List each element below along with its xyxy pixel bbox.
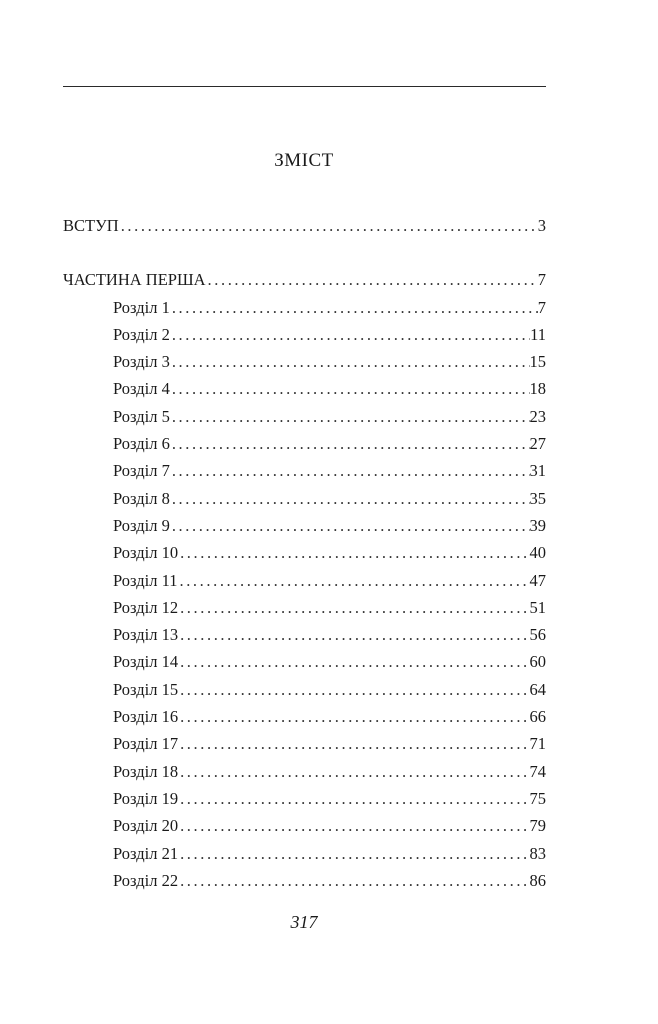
toc-entry-label: Розділ 21 [113,843,179,863]
toc-entry [63,212,546,239]
toc-entry-page: 7 [537,297,546,317]
toc-dot-leader [170,430,530,457]
toc-dot-leader [178,812,529,839]
toc-dot-leader [178,648,529,675]
toc-entry [63,785,546,812]
toc-dot-leader [170,375,530,402]
toc-entry-label: Розділ 19 [113,788,179,808]
toc-entry [63,348,546,375]
page-number: 317 [290,912,318,932]
toc-entry-page: 40 [529,543,546,563]
toc-entry-page: 86 [529,870,546,890]
toc-dot-leader [170,348,530,375]
toc-entry-label: Розділ 17 [113,734,179,754]
toc-dot-leader [178,840,529,867]
toc-entry [63,294,546,321]
toc-entry [63,430,546,457]
toc-entry-page: 39 [529,515,546,535]
toc-entry-page: 35 [529,488,546,508]
toc-entry-page: 23 [529,406,546,426]
toc-entry-page: 79 [529,816,546,836]
header-rule [63,86,546,87]
toc-entry [63,403,546,430]
toc-entry [63,512,546,539]
toc-entry-label: Розділ 6 [113,434,170,454]
toc-dot-leader [178,676,529,703]
toc-entry [63,321,546,348]
toc-entry-page: 51 [529,597,546,617]
toc-entry-page: 18 [529,379,546,399]
toc-entry-page: 66 [529,707,546,727]
toc-dot-leader [178,621,529,648]
toc-dot-leader [170,403,530,430]
toc-entry [63,266,546,293]
toc-entry [63,703,546,730]
toc-entry-label: Розділ 9 [113,515,170,535]
toc-dot-leader [170,512,530,539]
toc-entry-page: 56 [529,625,546,645]
toc-entry-page: 75 [529,788,546,808]
toc-dot-leader [178,785,529,812]
toc-dot-leader [178,594,529,621]
toc-dot-leader [206,266,538,293]
toc-dot-leader [177,567,529,594]
toc-entry-page: 60 [529,652,546,672]
toc-dot-leader [119,212,538,239]
toc-dot-leader [178,730,529,757]
toc-entry-label: Розділ 10 [113,543,179,563]
toc-dot-leader [170,321,530,348]
toc-entry-page: 11 [530,324,546,344]
toc-entry [63,840,546,867]
toc-entry [63,730,546,757]
toc-entry-label: Розділ 12 [113,597,179,617]
toc-entry [63,758,546,785]
toc-entry-label: Розділ 7 [113,461,170,481]
toc-entry [63,621,546,648]
toc-entry-page: 15 [529,352,546,372]
toc-dot-leader [178,867,529,894]
toc-dot-leader [178,758,529,785]
toc-entry [63,567,546,594]
page-title: ЗМІСТ [274,150,334,171]
toc-dot-leader [170,457,530,484]
toc-entry-label: Розділ 14 [113,652,179,672]
toc-entry-label: Розділ 11 [113,570,178,590]
toc-entry-label: Розділ 13 [113,625,179,645]
toc-entry-label: Розділ 1 [113,297,170,317]
toc-entry [63,375,546,402]
toc-entry-label: Розділ 22 [113,870,179,890]
toc-entry-label: Розділ 4 [113,379,170,399]
toc-entry-label: ЧАСТИНА ПЕРША [63,270,206,290]
toc-entry-page: 83 [529,843,546,863]
table-of-contents [63,212,546,894]
toc-entry [63,594,546,621]
toc-entry-page: 47 [529,570,546,590]
toc-entry [63,457,546,484]
toc-entry-label: Розділ 2 [113,324,170,344]
toc-entry [63,485,546,512]
toc-entry [63,867,546,894]
toc-entry-label: Розділ 15 [113,679,179,699]
toc-entry-label: ВСТУП [63,216,119,235]
toc-dot-leader [170,294,538,321]
toc-entry-label: Розділ 8 [113,488,170,508]
toc-dot-leader [178,539,529,566]
toc-entry [63,676,546,703]
toc-entry-page: 7 [537,270,546,290]
toc-entry-label: Розділ 16 [113,707,179,727]
toc-entry [63,648,546,675]
toc-entry-page: 71 [529,734,546,754]
toc-entry-page: 64 [529,679,546,699]
toc-entry [63,539,546,566]
toc-entry-label: Розділ 3 [113,352,170,372]
toc-entry-page: 31 [529,461,546,481]
toc-entry-label: Розділ 18 [113,761,179,781]
toc-entry-page: 27 [529,434,546,454]
toc-entry-label: Розділ 5 [113,406,170,426]
toc-entry-label: Розділ 20 [113,816,179,836]
toc-entry [63,812,546,839]
toc-entry-page: 3 [537,216,546,235]
toc-dot-leader [178,703,529,730]
toc-dot-leader [170,485,530,512]
toc-entry-page: 74 [529,761,546,781]
